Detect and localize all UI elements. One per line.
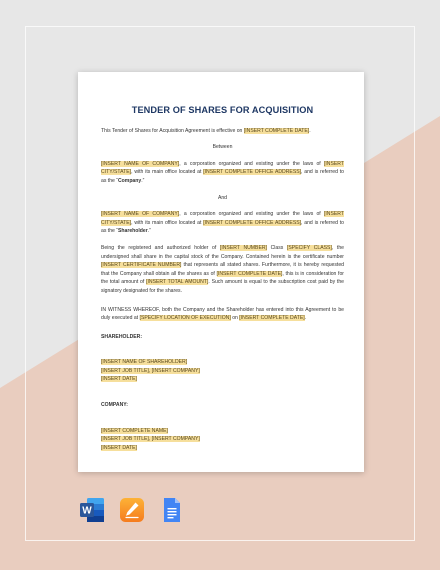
placeholder-party1-name: [INSERT NAME OF COMPANY] (101, 160, 180, 167)
party2-text-3: , and is referred to as the “ (101, 219, 344, 235)
placeholder-body-date: [INSERT COMPLETE DATE] (216, 270, 283, 277)
party2-text-1: , a corporation organized and existing under the laws of (179, 211, 321, 218)
placeholder-party2-city: [INSERT CITY/STATE] (101, 211, 344, 226)
document-title: TENDER OF SHARES FOR ACQUISITION (131, 105, 314, 115)
placeholder-certificate: [INSERT CERTIFICATE NUMBER] (101, 262, 182, 269)
body-text-5: , this is in consideration for the total amount of (101, 270, 344, 286)
party1-text-4: .” (141, 177, 145, 184)
intro-paragraph: This Tender of Shares for Acquisition Agreement is effective on [INSERT COMPLETE DATE]. (101, 127, 311, 134)
intro-text: This Tender of Shares for Acquisition Agreement is effective on (101, 127, 243, 134)
party1-role: Company (118, 177, 142, 184)
party2-text-2: , with its main office located at (131, 219, 202, 226)
company-label: COMPANY: (101, 402, 128, 409)
svg-text:W: W (82, 505, 92, 517)
witness-text-1: IN WITNESS WHEREOF, both the Company and the Shareholder has entered into this Agreement to be duly executed at (101, 306, 344, 322)
placeholder-shareholder-date: [INSERT DATE] (101, 376, 137, 383)
party2-role: Shareholder (118, 228, 148, 235)
placeholder-party2-address: [INSERT COMPLETE OFFICE ADDRESS] (203, 219, 302, 226)
party1-text-1: , a corporation organized and existing under the laws of (179, 160, 321, 167)
party2-text-4: .” (147, 228, 151, 235)
placeholder-class: [SPECIFY CLASS] (286, 244, 332, 251)
document-page (78, 72, 364, 472)
witness-text-2: on (232, 315, 238, 322)
body-text-3: , the undersigned shall share in the capital stock of the Company. Contained herein is the certificate number (101, 244, 344, 260)
party2-paragraph (101, 210, 344, 236)
shareholder-line (101, 375, 344, 384)
shareholder-line (101, 358, 344, 367)
pages-icon[interactable] (119, 497, 145, 523)
shareholder-line (101, 367, 344, 376)
and-label: And (217, 194, 228, 201)
placeholder-shareholder-name: [INSERT NAME OF SHAREHOLDER] (101, 359, 188, 366)
party1-paragraph (101, 160, 344, 186)
witness-text-3: . (304, 315, 307, 322)
placeholder-party1-city: [INSERT CITY/STATE] (101, 160, 344, 176)
body-paragraph (101, 244, 344, 296)
body-text-2: Class (270, 244, 284, 251)
placeholder-company-name: [INSERT COMPLETE NAME] (101, 427, 168, 434)
company-line (101, 444, 344, 453)
placeholder-company-title: [INSERT JOB TITLE], [INSERT COMPANY] (101, 436, 200, 443)
between-label: Between (212, 144, 233, 151)
placeholder-number: [INSERT NUMBER] (219, 244, 267, 251)
placeholder-witness-date: [INSERT COMPLETE DATE] (239, 315, 305, 322)
placeholder-location: [SPECIFY LOCATION OF EXECUTION] (139, 315, 231, 322)
witness-paragraph (101, 306, 344, 323)
company-line (101, 435, 344, 444)
party1-text-2: , with its main office located at (131, 169, 202, 176)
shareholder-label: SHAREHOLDER: (101, 333, 143, 340)
placeholder-company-date: [INSERT DATE] (101, 444, 137, 451)
placeholder-intro-date: [INSERT COMPLETE DATE] (243, 127, 310, 134)
google-docs-icon[interactable] (159, 497, 185, 523)
party1-text-3: , and is referred to as the “ (101, 169, 344, 184)
placeholder-shareholder-title: [INSERT JOB TITLE], [INSERT COMPANY] (101, 367, 200, 374)
word-icon[interactable] (79, 497, 105, 523)
company-line (101, 427, 344, 436)
body-text-4: that represents all stated shares. Furthermore, it is hereby requested that the Company shall obtain all the shares as of (101, 262, 344, 277)
placeholder-amount: [INSERT TOTAL AMOUNT] (146, 279, 209, 286)
placeholder-party2-name: [INSERT NAME OF COMPANY] (101, 211, 180, 218)
body-text-6: . Such amount is equal to the subscription cost paid by the signatory designated for the shares. (101, 279, 345, 294)
placeholder-party1-address: [INSERT COMPLETE OFFICE ADDRESS] (203, 169, 302, 176)
body-text-1: Being the registered and authorized holder of (101, 244, 217, 251)
